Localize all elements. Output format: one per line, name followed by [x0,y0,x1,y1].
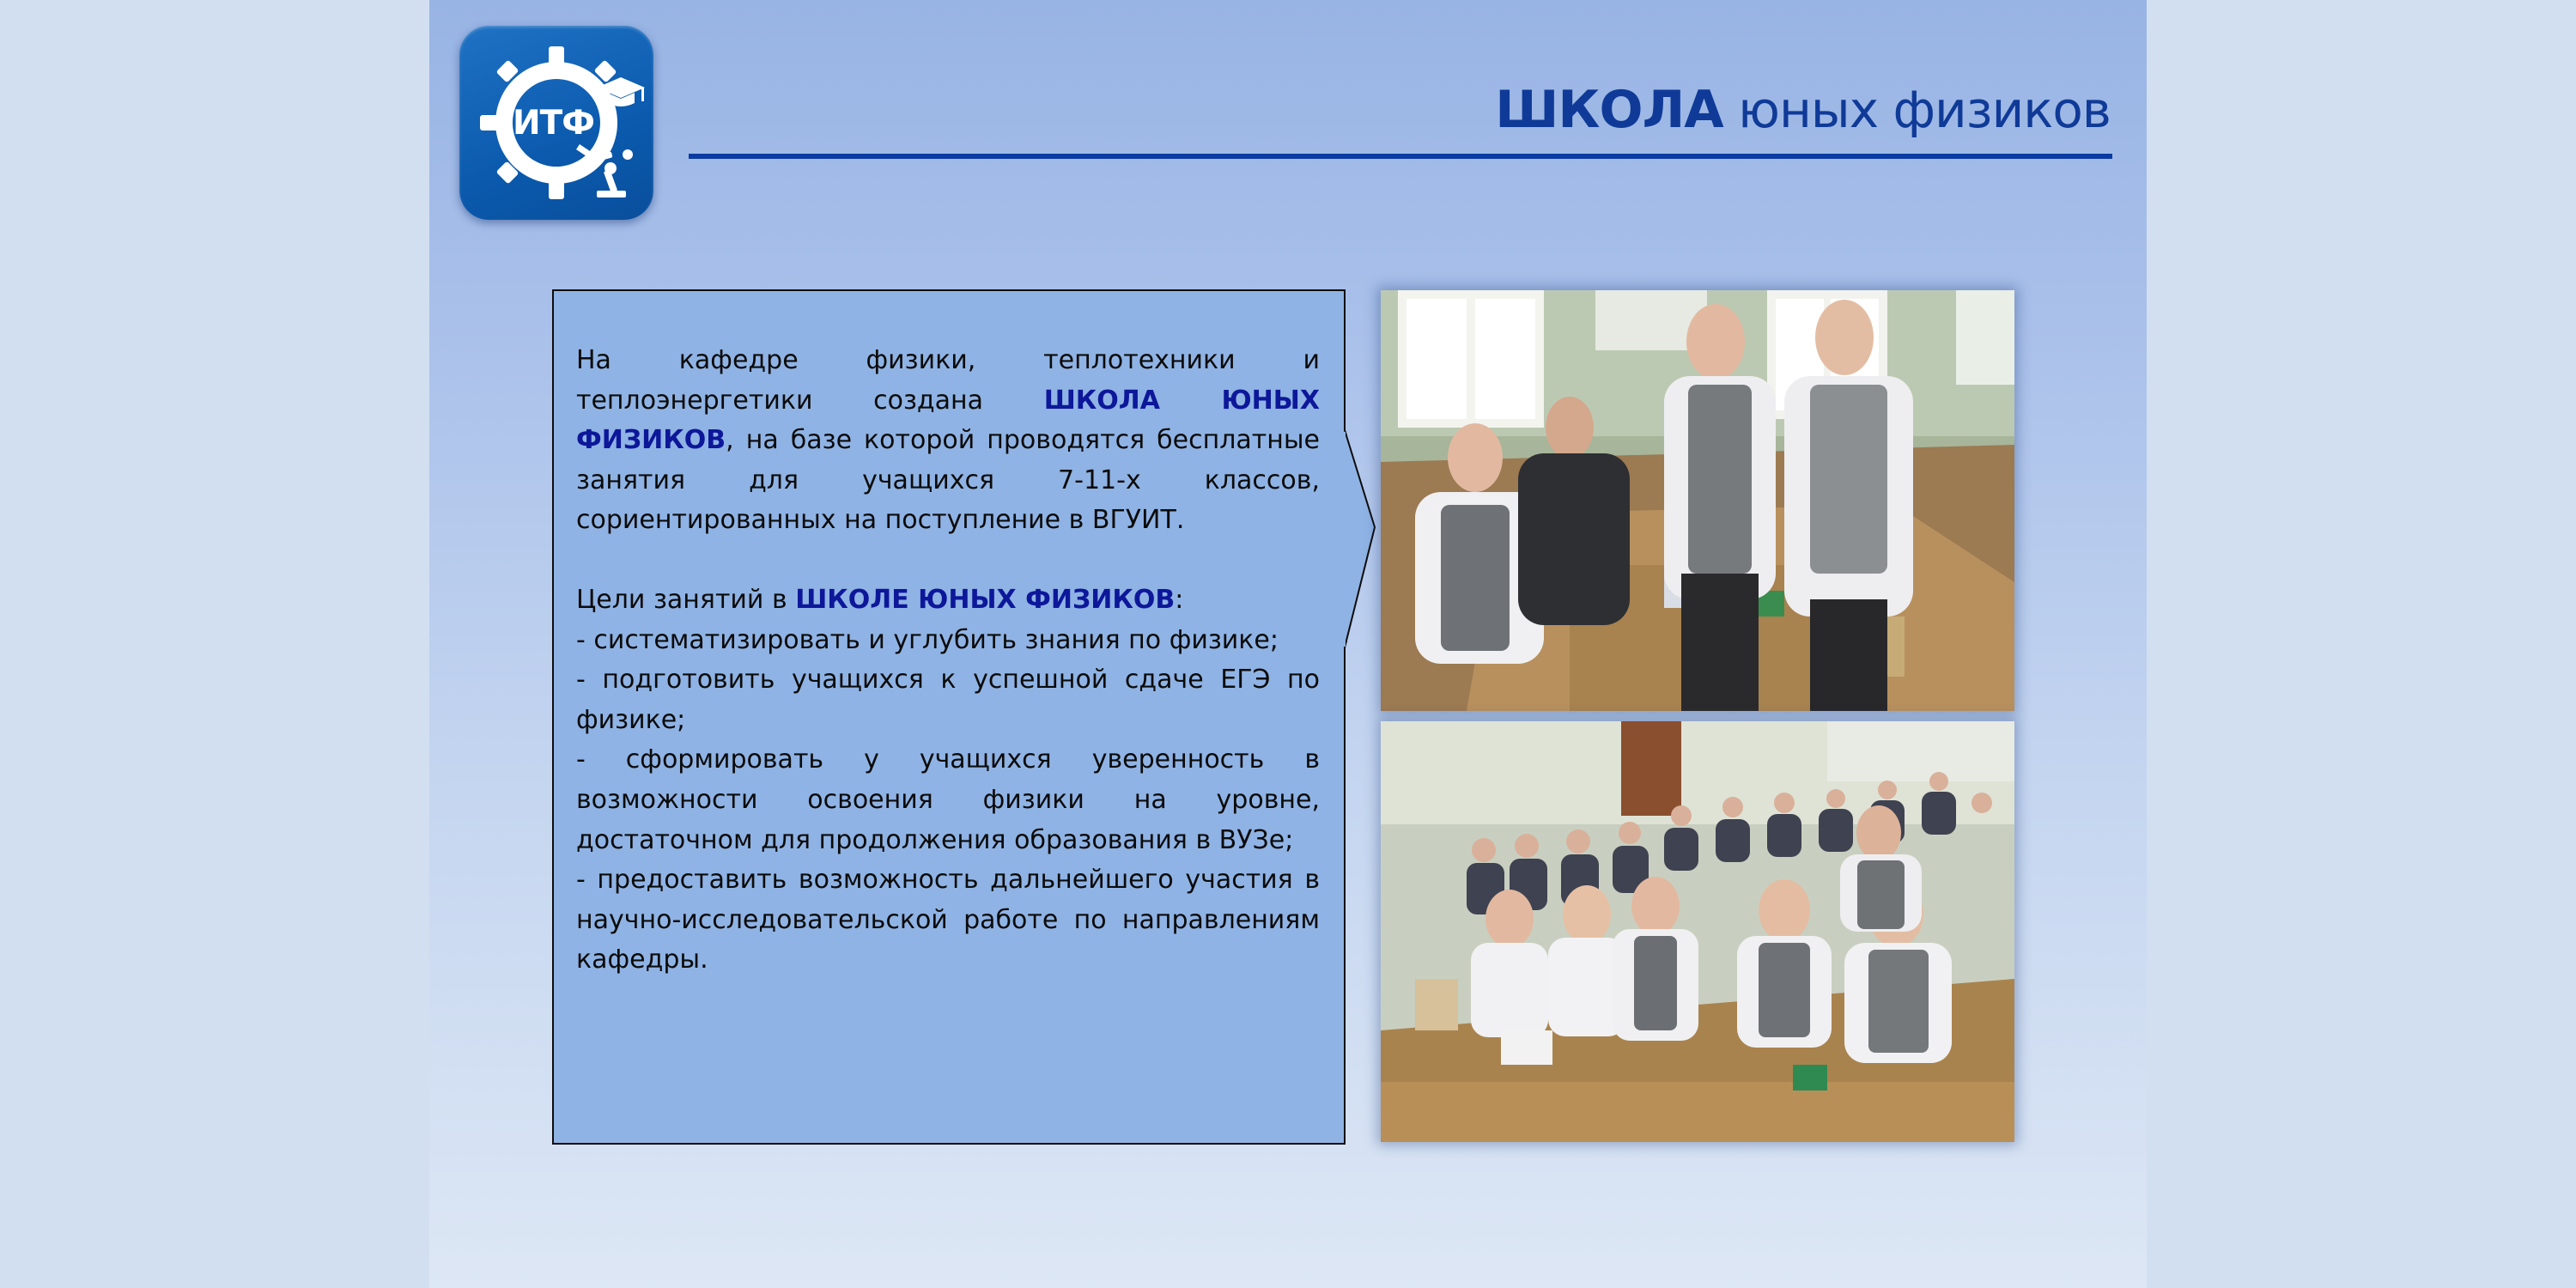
text-callout [552,289,1347,1145]
goals-heading: Цели занятий в ШКОЛЕ ЮНЫХ ФИЗИКОВ: [576,584,1184,615]
goal-item-4: - предоставить возможность дальнейшего участия в научно-исследовательской работе по направлениям кафедры. [576,865,1320,975]
logo-text: ИТФ [513,104,594,143]
school-name-highlight: ШКОЛА ЮНЫХ ФИЗИКОВ [576,385,1320,456]
goal-item-2: - подготовить учащихся к успешной сдаче ЕГЭ по физике; [576,665,1320,735]
photo-students-lab [1381,290,2014,711]
itf-logo [459,26,653,220]
photo-students-classroom [1381,721,2014,1142]
school-name-highlight-2: ШКОЛЕ ЮНЫХ ФИЗИКОВ [795,584,1176,615]
goal-item-1: - систематизировать и углубить знания по физике; [576,624,1279,655]
goal-item-3: - сформировать у учащихся уверенность в возможности освоения физики на уровне, достаточном для продолжения образования в ВУЗе; [576,744,1320,855]
title-underline [689,154,2112,159]
callout-text [576,341,1320,981]
intro-paragraph: На кафедре физики, теплотехники и теплоэнергетики создана ШКОЛА ЮНЫХ ФИЗИКОВ, на базе которой проводятся бесплатные занятия для учащихся 7-11-х классов, сориентированных на поступление в ВГУИТ. [576,345,1320,536]
page-title [1495,76,2111,144]
slide [429,0,2147,1288]
title-bold: ШКОЛА [1495,80,1723,140]
title-rest: юных физиков [1738,81,2111,139]
